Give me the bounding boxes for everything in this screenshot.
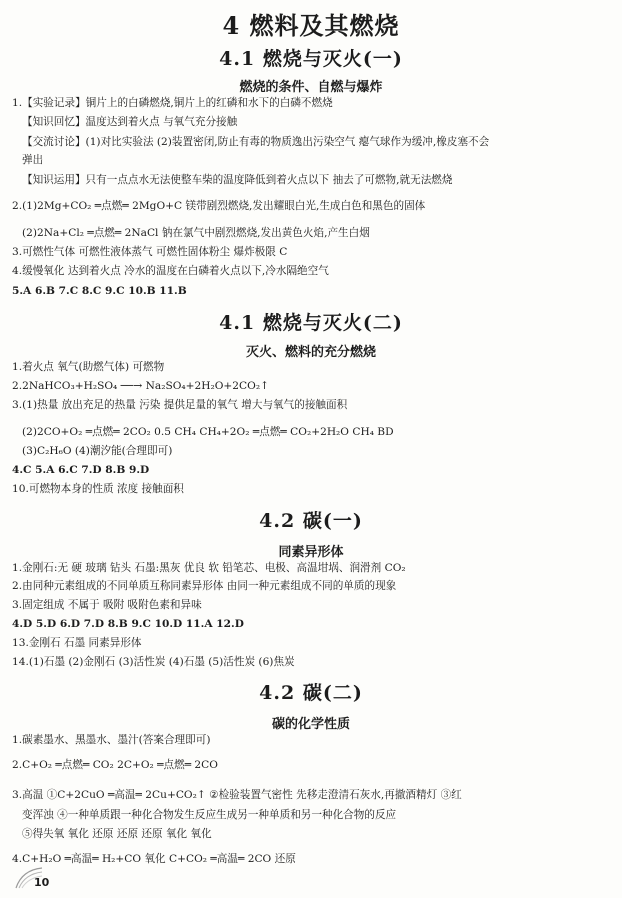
subheading-burning-conditions: 燃烧的条件、自燃与爆炸 <box>239 80 383 95</box>
chapter-title: 4 燃料及其燃烧 <box>222 11 400 40</box>
answer-line: 1.【实验记录】铜片上的白磷燃烧,铜片上的红磷和水下的白磷不燃烧 <box>12 97 333 109</box>
answer-line: 2.C+O₂ ═点燃═ CO₂ 2C+O₂ ═点燃═ 2CO <box>12 759 218 771</box>
answer-line: 1.着火点 氧气(助燃气体) 可燃物 <box>12 361 165 373</box>
subheading-extinguish: 灭火、燃料的充分燃烧 <box>245 345 376 360</box>
subheading-carbon-chemistry: 碳的化学性质 <box>271 717 350 732</box>
answer-line: 3.(1)热量 放出充足的热量 污染 提供足量的氧气 增大与氧气的接触面积 <box>12 399 348 411</box>
answer-line: 【知识回忆】温度达到着火点 与氧气充分接触 <box>22 116 238 128</box>
section-heading-carbon-1: 4.2 碳(一) <box>259 510 363 532</box>
answer-line: 弹出 <box>22 154 44 166</box>
answer-line: 14.(1)石墨 (2)金刚石 (3)活性炭 (4)石墨 (5)活性炭 (6)焦炭 <box>12 656 295 668</box>
answer-line: 【交流讨论】(1)对比实验法 (2)装置密闭,防止有毒的物质逸出污染空气 瘪气球作为缓冲,橡皮塞不会 <box>22 136 490 148</box>
answer-line: 变浑浊 ④一种单质跟一种化合物发生反应生成另一种单质和另一种化合物的反应 <box>22 809 397 821</box>
answer-line: 4.D 5.D 6.D 7.D 8.B 9.C 10.D 11.A 12.D <box>12 618 244 630</box>
answer-line: 3.高温 ①C+2CuO ═高温═ 2Cu+CO₂↑ ②检验装置气密性 先移走澄清石灰水,再撤酒精灯 ③红 <box>12 789 462 801</box>
answer-line: 2.2NaHCO₃+H₂SO₄ ──→ Na₂SO₄+2H₂O+2CO₂↑ <box>12 380 269 392</box>
answer-line: 4.C 5.A 6.C 7.D 8.B 9.D <box>12 464 150 476</box>
answer-line: 1.碳素墨水、黑墨水、墨汁(答案合理即可) <box>12 734 211 746</box>
answer-line: 2.(1)2Mg+CO₂ ═点燃═ 2MgO+C 镁带剧烈燃烧,发出耀眼白光,生成白色和黑色的固体 <box>12 200 426 212</box>
answer-line: (2)2CO+O₂ ═点燃═ 2CO₂ 0.5 CH₄ CH₄+2O₂ ═点燃═ CO₂+2H₂O CH₄ BD <box>22 426 394 438</box>
subheading-allotropes: 同素异形体 <box>278 545 344 560</box>
answer-line: 13.金刚石 石墨 同素异形体 <box>12 637 142 649</box>
answer-line: 4.C+H₂O ═高温═ H₂+CO 氧化 C+CO₂ ═高温═ 2CO 还原 <box>12 853 296 865</box>
answer-line: 4.缓慢氧化 达到着火点 冷水的温度在白磷着火点以下,冷水隔绝空气 <box>12 265 329 277</box>
answer-line: 2.由同种元素组成的不同单质互称同素异形体 由同一种元素组成不同的单质的现象 <box>12 580 397 592</box>
answer-line: 1.金刚石:无 硬 玻璃 钻头 石墨:黑灰 优良 软 铅笔芯、电极、高温坩埚、润滑剂 CO₂ <box>12 562 406 574</box>
answer-line: 【知识运用】只有一点点水无法使整车柴的温度降低到着火点以下 抽去了可燃物,就无法燃烧 <box>22 174 453 186</box>
answer-line: (3)C₂H₆O (4)潮汐能(合理即可) <box>22 445 173 457</box>
page-number: 10 <box>34 876 50 889</box>
answer-line: 10.可燃物本身的性质 浓度 接触面积 <box>12 483 184 495</box>
section-heading-carbon-2: 4.2 碳(二) <box>259 682 363 704</box>
answer-line: 3.固定组成 不属于 吸附 吸附色素和异味 <box>12 599 202 611</box>
section-heading-burning-1: 4.1 燃烧与灭火(一) <box>219 48 403 70</box>
section-heading-burning-2: 4.1 燃烧与灭火(二) <box>219 312 403 334</box>
answer-line: 3.可燃性气体 可燃性液体蒸气 可燃性固体粉尘 爆炸极限 C <box>12 246 288 258</box>
answer-line: 5.A 6.B 7.C 8.C 9.C 10.B 11.B <box>12 285 187 297</box>
answer-line: (2)2Na+Cl₂ ═点燃═ 2NaCl 钠在氯气中剧烈燃烧,发出黄色火焰,产生白烟 <box>22 227 370 239</box>
answer-line: ⑤得失氧 氧化 还原 还原 还原 氧化 氧化 <box>22 828 212 840</box>
